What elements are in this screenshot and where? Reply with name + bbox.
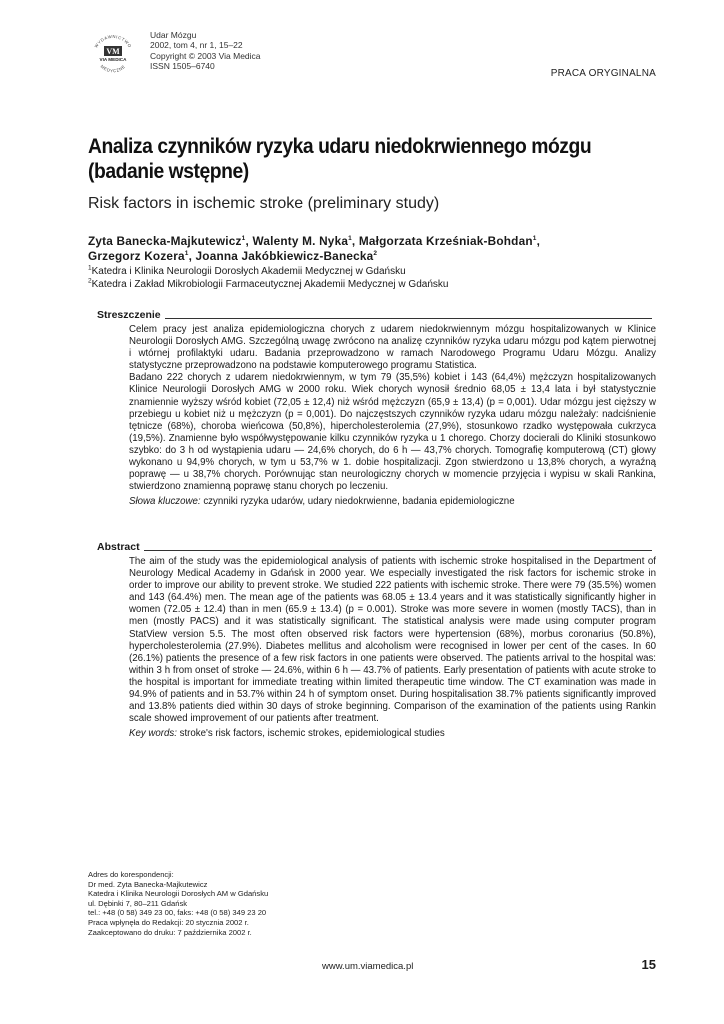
logo-text: VIA MEDICA <box>99 57 127 62</box>
paragraph: Badano 222 chorych z udarem niedokrwiennym, w tym 79 (35,5%) kobiet i 143 (64,4%) mężczyzn hospitalizowanych Klinice Neurologii Dorosłych AMG w 2000 roku. Wiek chorych wynosił średnio 68,05 ± 13,4 lata i był statystycznie znamiennie wyższy wśród kobiet (72,05 ± 12,4) niż wśród mężczyzn (65,9 ± 13,4) (p = 0,001). Udar mózgu jest cięższy w przebiegu u kobiet niż u mężczyzn (p = 0,001). Do najczęstszych czynników ryzyka udaru mózgu należały: nadciśnienie tętnicze (68%), choroba wieńcowa (50,8%), hipercholesterolemia (27,9%), stosunkowo rzadko występowała cukrzyca (19,5%). Znamienne było współwystępowanie kilku czynników ryzyka u 1 chorego. Chorzy docierali do Kliniki stosunkowo szybko: do 3 h od wystąpienia udaru — 24,6% chorych, do 6 h — 43,7% chorych. Tomografię komputerową (CT) głowy wykonano u 94,9% chorych, w tym u 53,7% w 1. dobie hospitalizacji. Zgon stwierdzono u 13,8% chorych, a wyraźną poprawę — u 38,7% chorych. Porównując stan neurologiczny chorych w momencie przyjęcia i wypisu w skali Rankina, stwierdzono znamienną poprawę stanu chorych po leczeniu. <box>129 372 656 493</box>
keywords-pl: Słowa kluczowe: czynniki ryzyka udarów, udary niedokrwienne, badania epidemiologiczne <box>129 496 515 508</box>
author-name: Joanna Jakóbkiewicz-Banecka <box>195 249 374 263</box>
correspondence-line: Praca wpłynęła do Redakcji: 20 stycznia 2002 r. <box>88 917 249 927</box>
logo-arc-top: WYDAWNICTWO <box>93 33 133 49</box>
keywords-en: Key words: stroke's risk factors, ischemic strokes, epidemiological studies <box>129 728 445 740</box>
abstract-body <box>129 556 656 740</box>
correspondence <box>88 870 268 937</box>
journal-name: Udar Mózgu <box>150 30 197 40</box>
heading-rule <box>165 318 652 319</box>
journal-issue: 2002, tom 4, nr 1, 15–22 <box>150 40 243 51</box>
journal-url-link[interactable]: www.um.viamedica.pl <box>322 961 414 972</box>
streszczenie-body <box>129 324 656 508</box>
page-number: 15 <box>641 957 656 972</box>
author-line-1: Zyta Banecka-Majkutewicz$^1$, Walenty M. Nyka$^1$, Małgorzata Krześniak-Bohdan$^1$, <box>88 234 541 248</box>
affiliation: $^2$Katedra i Zakład Mikrobiologii Farmaceutycznej Akademii Medycznej w Gdańsku <box>88 277 449 290</box>
article-title: Analiza czynników ryzyka udaru niedokrwiennego mózgu (badanie wstępne) <box>88 135 592 183</box>
article-type: PRACA ORYGINALNA <box>550 68 656 79</box>
svg-text:MEDYCZNE <box>100 64 127 74</box>
correspondence-line: Zaakceptowano do druku: 7 października 2002 r. <box>88 927 252 937</box>
author-line-2: Grzegorz Kozera$^1$, Joanna Jakóbkiewicz-Banecka$^2$ <box>88 249 378 263</box>
author-name: Grzegorz Kozera <box>88 249 185 263</box>
streszczenie-heading: Streszczenie <box>97 309 652 321</box>
correspondence-line: Dr med. Zyta Banecka-Majkutewicz <box>88 879 208 889</box>
affiliations <box>88 265 448 291</box>
via-medica-logo <box>88 30 138 78</box>
svg-text:VM: VM <box>106 47 120 57</box>
logo-arc-bottom: MEDYCZNE <box>99 63 127 74</box>
author-name: Walenty M. Nyka <box>252 234 349 248</box>
journal-meta <box>150 30 261 71</box>
paragraph: Celem pracy jest analiza epidemiologiczna chorych z udarem niedokrwiennym mózgu hospitalizowanych w Klinice Neurologii Dorosłych AMG. Szczególną uwagę zwrócono na analizę czynników ryzyka udaru mózgu pod kątem pierwotnej i wtórnej profilaktyki udaru. Badania przeprowadzono w ramach Narodowego Programu Udaru Mózgu. Analizy statystyczne przeprowadzono na podstawie komputerowego programu Statistica. <box>129 324 656 372</box>
heading-rule <box>144 550 652 551</box>
author-name: Małgorzata Krześniak-Bohdan <box>358 234 533 248</box>
author-name: Zyta Banecka-Majkutewicz <box>88 234 242 248</box>
correspondence-line: Adres do korespondencji: <box>88 870 174 879</box>
affiliation: $^1$Katedra i Klinika Neurologii Dorosłych Akademii Medycznej w Gdańsku <box>88 264 406 277</box>
correspondence-line: ul. Dębinki 7, 80–211 Gdańsk <box>88 898 188 908</box>
correspondence-line: Katedra i Klinika Neurologii Dorosłych AM w Gdańsku <box>88 889 269 899</box>
article-subtitle: Risk factors in ischemic stroke (preliminary study) <box>88 195 440 212</box>
journal-issn: ISSN 1505–6740 <box>150 60 215 71</box>
correspondence-line: tel.: +48 (0 58) 349 23 00, faks: +48 (0 58) 349 23 20 <box>88 908 267 918</box>
author-list <box>88 234 668 264</box>
abstract-heading: Abstract <box>97 541 652 553</box>
journal-copyright: Copyright © 2003 Via Medica <box>150 50 261 61</box>
paragraph: The aim of the study was the epidemiological analysis of patients with ischemic stroke hospitalised in the Department of Neurology Medical Academy in Gdańsk in 2000 year. We especially investigated the risk factors for ischemic stroke in order to improve our ability to prevent stroke. We studied 222 patients with ischemic stroke. There were 79 (35.5%) women and 143 (64.4%) men. The mean age of the patients was 68.05 ± 13.4 years and it was statistically significantly higher in women (72.05 ± 12.4) than in men (65.9 ± 13.4) (p = 0.001). Stroke was more severe in women (mostly TACS), than in men (mostly PACS) and it was statistically significant. The statistical analysis were made using computer program StatView version 5.5. The most often observed risk factors were hypertension (68%), morbus coronarius (50.8%), hypercholesterolemia (27.9%). Diabetes mellitus and alcoholism were recognised in lower per cent of the cases. In 60 (26.1%) patients the presence of a few risk factors in one patients were observed. The patients arrival to the hospital was: within 3 h from onset of stroke — 24.6%, within 6 h — 43.7% of patients. Early presentation of patients with acute stroke to the hospital is important for immediate treating within limited therapeutic time window. The CT examination was made in 94.9% of patients and in 53.7% within 24 h of symptom onset. During hospitalisation 38.7% patients significantly improved and 13.8% patients died within 30 days of stroke beginning. Comparison of the examination of the patients using Rankin scale showed improvement of our patients after treatment. <box>129 556 656 725</box>
